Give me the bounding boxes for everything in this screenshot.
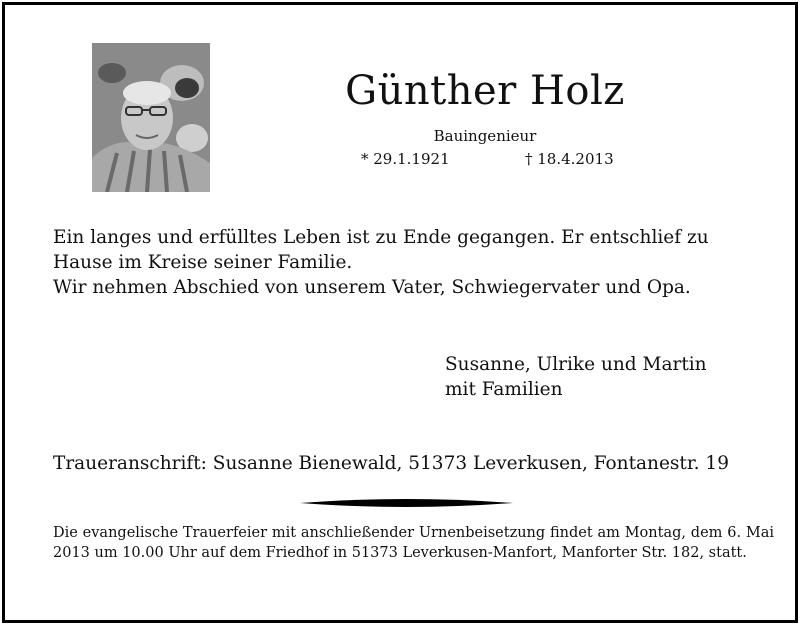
deceased-profession: Bauingenieur	[433, 127, 537, 145]
obituary-message	[53, 225, 773, 300]
funeral-service-info: Die evangelische Trauerfeier mit anschließender Urnenbeisetzung findet am Montag, dem 6. Mai 2013 um 10.00 Uhr auf dem Friedhof in 51373 Leverkusen-Manfort, Manforter Str. 182, statt.	[53, 525, 774, 561]
portrait-image	[92, 43, 210, 192]
divider-ornament	[300, 496, 513, 510]
family-signature	[445, 352, 765, 402]
family-names: Susanne, Ulrike und Martin	[445, 354, 707, 375]
mourning-address: Traueranschrift: Susanne Bienewald, 51373 Leverkusen, Fontanestr. 19	[53, 453, 729, 474]
birth-date: * 29.1.1921	[361, 150, 450, 168]
family-suffix: mit Familien	[445, 379, 563, 400]
death-date: † 18.4.2013	[525, 150, 614, 168]
deceased-name: Günther Holz	[345, 68, 625, 114]
portrait-photo	[92, 43, 210, 192]
message-line-1: Ein langes und erfülltes Leben ist zu Ende gegangen. Er entschlief zu Hause im Kreise seiner Familie.	[53, 227, 709, 273]
obituary-frame	[2, 2, 798, 623]
message-line-2: Wir nehmen Abschied von unserem Vater, Schwiegervater und Opa.	[53, 277, 691, 298]
